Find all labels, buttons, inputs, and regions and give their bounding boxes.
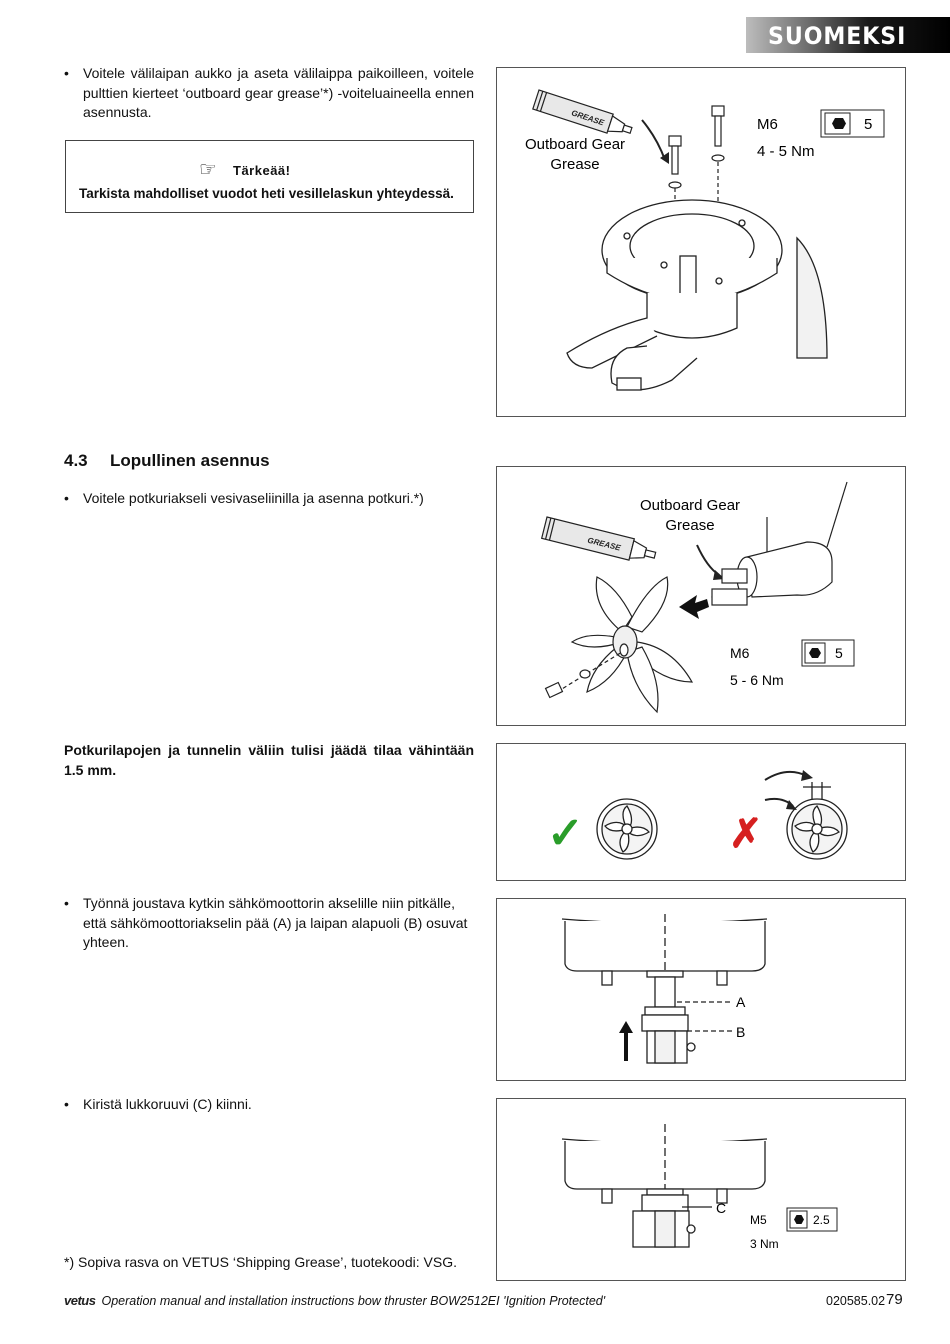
bullet-lock-screw [64,1095,474,1115]
bullet-dot: • [64,65,69,81]
tube-text: GREASE [570,108,606,128]
figure-lock-screw [496,1098,906,1281]
figure-blade-clearance [496,743,906,881]
pointing-hand-icon: ☞ [199,159,217,181]
hex-key-size: 5 [835,645,843,661]
label-c: C [716,1200,727,1216]
lock-screw-illustration [497,1099,907,1282]
important-note-box [65,140,474,213]
clearance-illustration [497,744,907,882]
footer-text: Operation manual and installation instructions bow thruster BOW2512EI 'Ignition Protected' [101,1294,606,1308]
bullet-dot: • [64,895,69,911]
note-text: Tarkista mahdolliset vuodot heti vesillelaskun yhteydessä. [79,186,454,201]
grease-label-1: Outboard Gear [639,497,741,514]
flange-illustration [497,68,907,418]
bullet-coupling [64,894,474,950]
label-b: B [736,1024,746,1040]
torque-value: 5 - 6 Nm [730,672,784,688]
figure-coupling-position [496,898,906,1081]
document-code: 020585.02 [826,1294,886,1308]
bullet-text: Kiristä lukkoruuvi (C) kiinni. [83,1096,252,1112]
figure-propeller-install [496,466,906,726]
bullet-propeller [64,489,474,509]
bullet-grease-flange [64,64,474,124]
bolt-size: M6 [757,116,778,133]
bullet-dot: • [64,1096,69,1112]
bullet-text: Voitele potkuriakseli vesivaseliinilla ja asenna potkuri.*) [83,490,424,506]
hex-key-size: 2.5 [813,1213,830,1227]
language-label: SUOMEKSI [767,22,906,50]
footnote: *) Sopiva rasva on VETUS ‘Shipping Grease’, tuotekoodi: VSG. [64,1254,457,1270]
grease-label-1: Outboard Gear [524,136,626,153]
clearance-note: Potkurilapojen ja tunnelin väliin tulisi jäädä tilaa vähintään 1.5 mm. [64,742,474,778]
vetus-logo: vetus [64,1293,96,1308]
section-title [64,451,270,471]
grease-label-2: Grease [665,517,715,534]
page-number: 79 [886,1291,903,1308]
language-tab [746,17,950,53]
figure-flange-install [496,67,906,417]
bullet-text: Voitele välilaipan aukko ja aseta välilaippa paikoilleen, voitele pulttien kierteet ‘outboard gear grease’*) -voiteluaineella ennen asennusta. [83,65,474,120]
torque-value: 4 - 5 Nm [757,143,815,160]
bolt-size: M5 [750,1213,767,1227]
bullet-dot: • [64,490,69,506]
grease-label-2: Grease [550,156,600,173]
hex-key-size: 5 [864,116,873,133]
propeller-illustration [497,467,907,727]
note-heading: Tärkeää! [233,163,291,178]
tube-text: GREASE [586,535,622,553]
section-number: 4.3 [64,451,88,470]
label-a: A [736,994,746,1010]
coupling-illustration [497,899,907,1082]
bullet-text: Työnnä joustava kytkin sähkömoottorin akselille niin pitkälle, että sähkömoottoriakselin pää (A) ja laipan alapuoli (B) osuvat yhteen. [83,895,468,950]
bolt-size: M6 [730,645,750,661]
torque-value: 3 Nm [750,1237,779,1251]
cross-mark-icon: ✗ [729,812,763,856]
section-heading: Lopullinen asennus [110,451,270,470]
page-footer [64,1293,605,1308]
up-arrow-icon [619,1021,633,1061]
check-mark-icon: ✓ [547,809,584,858]
